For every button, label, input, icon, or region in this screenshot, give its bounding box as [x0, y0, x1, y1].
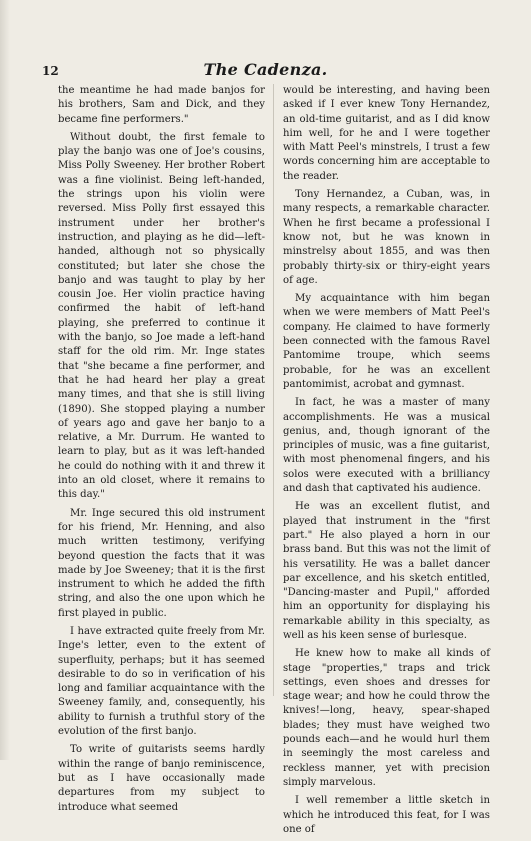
paragraph: Mr. Inge secured this old instrument for his friend, Mr. Henning, and also much written testimony, verifying beyond question the facts that it was made by Joe Sweeney; that it is the first instrument to which he added the fifth string, and also the one upon which he first played in public.: [58, 507, 265, 619]
page-number: 12: [42, 64, 59, 78]
paragraph: My acquaintance with him began when we were members of Matt Peel's company. He claimed to have formerly been connected with the famous Ravel Pantomime troupe, which seems probable, for he was an excellent pantomimist, acrobat and gymnast.: [283, 293, 490, 390]
paragraph: Tony Hernandez, a Cuban, was, in many respects, a remarkable character. When he first became a professional I know not, but he was known in minstrelsy about 1855, and was then probably thirty-six or thiry-eight years of age.: [283, 189, 490, 286]
paragraph: He was an excellent flutist, and played that instrument in the "first part." He also played a horn in our brass band. But this was not the limit of his versatility. He was a ballet dancer par excellence, and his sketch entitled, "Dancing-master and Pupil," afforded him an opportunity for displaying his remarkable ability in this specialty, as well as his keen sense of burlesque.: [283, 501, 490, 641]
right-column: [283, 84, 490, 841]
paragraph: I have extracted quite freely from Mr. Inge's letter, even to the extent of superfluity, perhaps; but it has seemed desirable to do so in verification of his long and familiar acquaintance with the Sweeney family, and, consequently, his ability to furnish a truthful story of the evolution of the first banjo.: [58, 625, 265, 738]
paragraph: would be interesting, and having been asked if I ever knew Tony Hernandez, an old-time guitarist, and as I did know him well, for he and I were together with Matt Peel's minstrels, I trust a few words concerning him are acceptable to the reader.: [283, 85, 490, 182]
page-binding-edge: [0, 0, 10, 760]
left-column: [58, 84, 265, 819]
paragraph: Without doubt, the first female to play the banjo was one of Joe's cousins, Miss Polly Sweeney. Her brother Robert was a fine violinist. Being left-handed, the strings upon his violin were reversed. Miss Polly first essayed this instrument under her brother's instruction, and playing as he did—left-handed, although not so physically constituted; but later she chose the banjo and was taught to play by her cousin Joe. Her violin practice having confirmed the habit of left-hand playing, she preferred to continue it with the banjo, so Joe made a left-hand staff for the old rim. Mr. Inge states that "she became a fine performer, and that he had heard her play a great many times, and that she is still living (1890). She stopped playing a number of years ago and gave her banjo to a relative, a Mr. Durrum. He wanted to learn to play, but as it was left-handed he could do nothing with it and threw it into an old closet, where it remains to this day.": [58, 131, 265, 501]
paragraph: the meantime he had made banjos for his brothers, Sam and Dick, and they became fine performers.": [58, 85, 265, 125]
paragraph: He knew how to make all kinds of stage "properties," traps and trick settings, even shoes and dresses for stage wear; and how he could throw the knives!—long, heavy, spear-shaped blades; they must have weighed two pounds each—and he would hurl them in seemingly the most careless and reckless manner, yet with precision simply marvelous.: [283, 648, 490, 788]
paragraph: I well remember a little sketch in which he introduced this feat, for I was one of: [283, 795, 490, 835]
column-divider: [273, 84, 274, 696]
paragraph: To write of guitarists seems hardly within the range of banjo reminiscence, but as I have occasionally made departures from my subject to introduce what seemed: [58, 744, 265, 813]
running-title: The Cadenza.: [203, 60, 328, 79]
paragraph: In fact, he was a master of many accomplishments. He was a musical genius, and, though ignorant of the principles of music, was a fine guitarist, with most phenomenal fingers, and his solos were executed with a brilliancy and dash that captivated his audience.: [283, 397, 490, 495]
